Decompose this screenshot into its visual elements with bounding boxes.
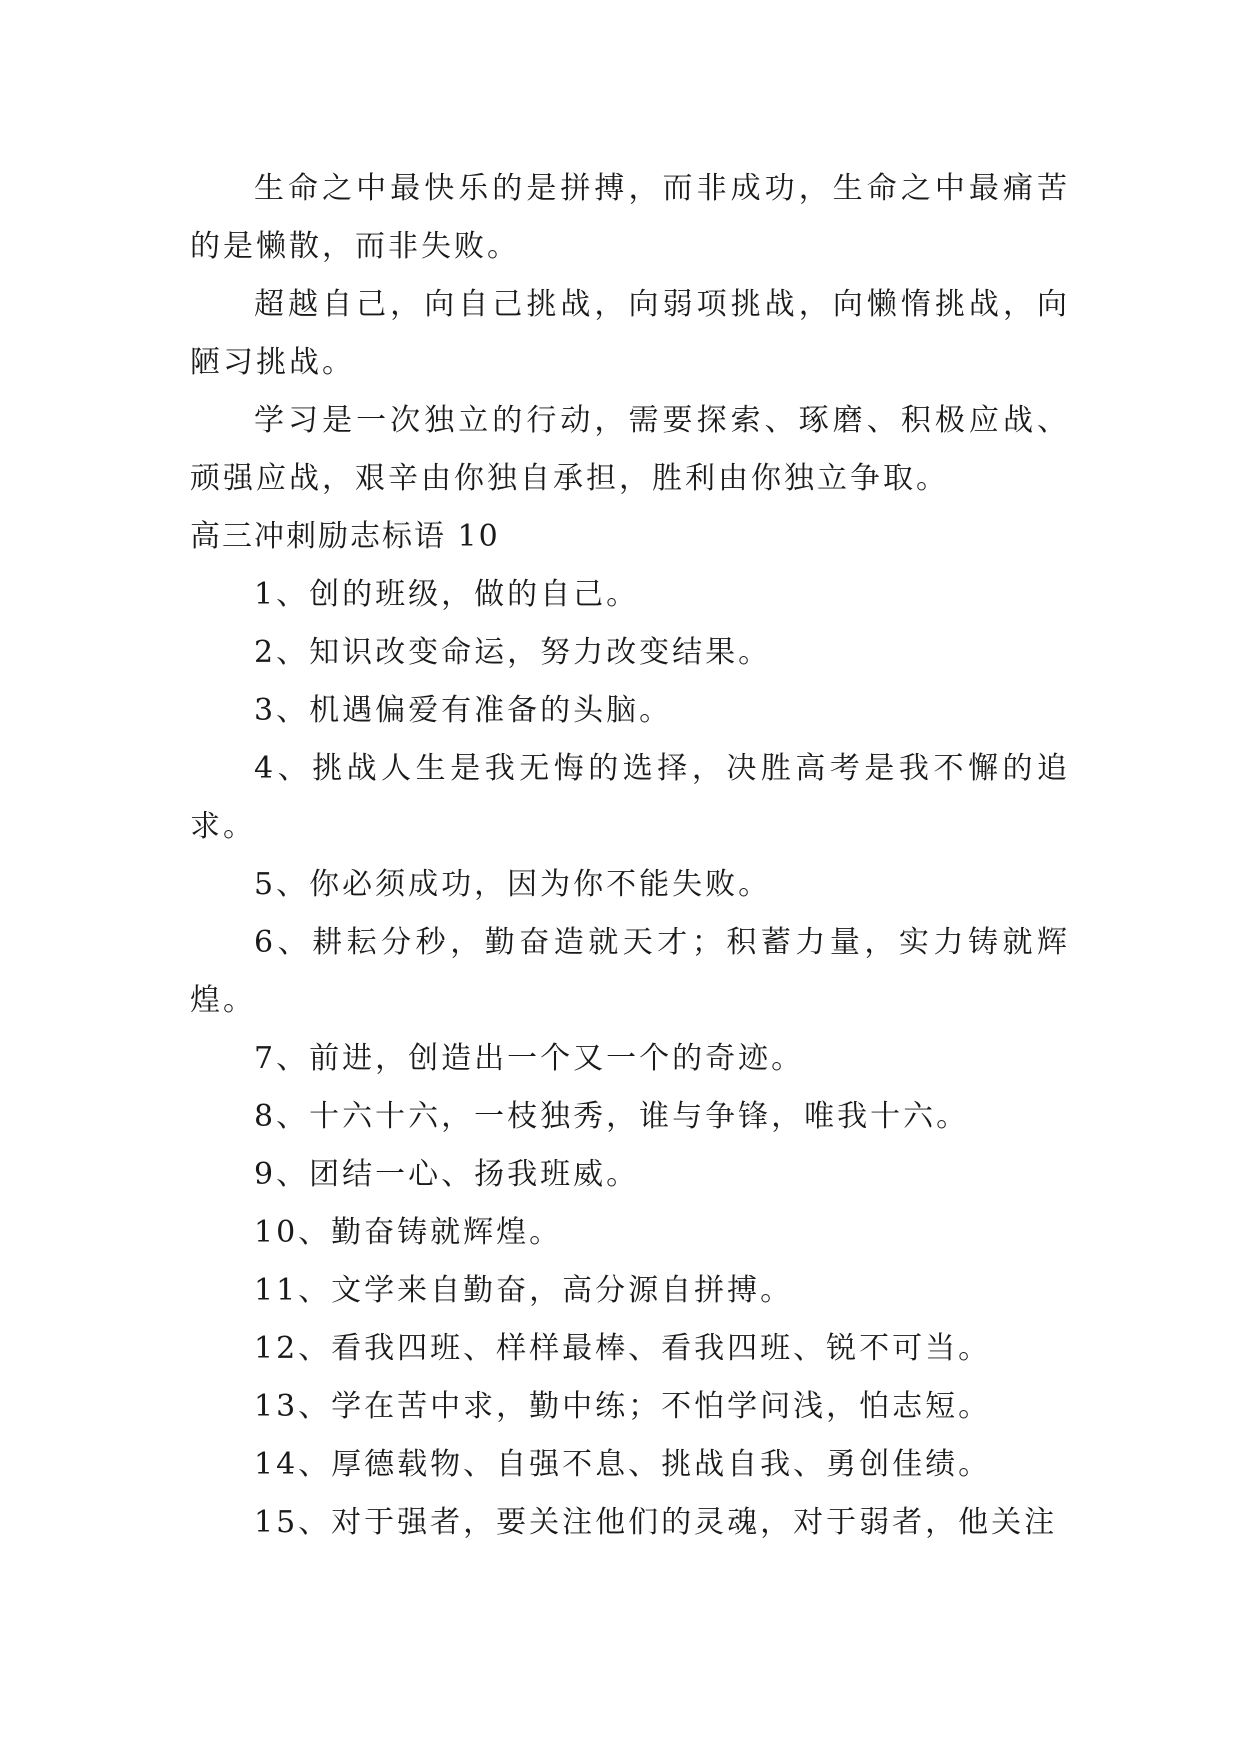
paragraph: 生命之中最快乐的是拼搏，而非成功，生命之中最痛苦的是懒散，而非失败。 [190,171,1070,264]
list-item: 4、挑战人生是我无悔的选择，决胜高考是我不懈的追求。 [190,751,1070,844]
list-item: 8、十六十六，一枝独秀，谁与争锋，唯我十六。 [254,1099,970,1134]
list-item: 6、耕耘分秒，勤奋造就天才；积蓄力量，实力铸就辉煌。 [190,925,1070,1018]
document-body [190,160,1070,1552]
list-item: 10、勤奋铸就辉煌。 [254,1215,563,1250]
list-item: 9、团结一心、扬我班威。 [254,1157,640,1192]
paragraph: 学习是一次独立的行动，需要探索、琢磨、积极应战、顽强应战，艰辛由你独自承担，胜利由你独立争取。 [190,403,1070,496]
list-item: 3、机遇偏爱有准备的头脑。 [254,693,673,728]
paragraph: 超越自己，向自己挑战，向弱项挑战，向懒惰挑战，向陋习挑战。 [190,287,1070,380]
list-item: 11、文学来自勤奋，高分源自拼搏。 [254,1273,794,1308]
section-heading: 高三冲刺励志标语 10 [190,519,500,554]
list-item: 12、看我四班、样样最棒、看我四班、锐不可当。 [254,1331,992,1366]
list-item: 15、对于强者，要关注他们的灵魂，对于弱者，他关注 [254,1505,1058,1540]
list-item: 13、学在苦中求，勤中练；不怕学问浅，怕志短。 [254,1389,992,1424]
list-item: 14、厚德载物、自强不息、挑战自我、勇创佳绩。 [254,1447,992,1482]
list-item: 5、你必须成功，因为你不能失败。 [254,867,772,902]
list-item: 7、前进，创造出一个又一个的奇迹。 [254,1041,805,1076]
list-item: 1、创的班级，做的自己。 [254,577,640,612]
list-item: 2、知识改变命运，努力改变结果。 [254,635,772,670]
